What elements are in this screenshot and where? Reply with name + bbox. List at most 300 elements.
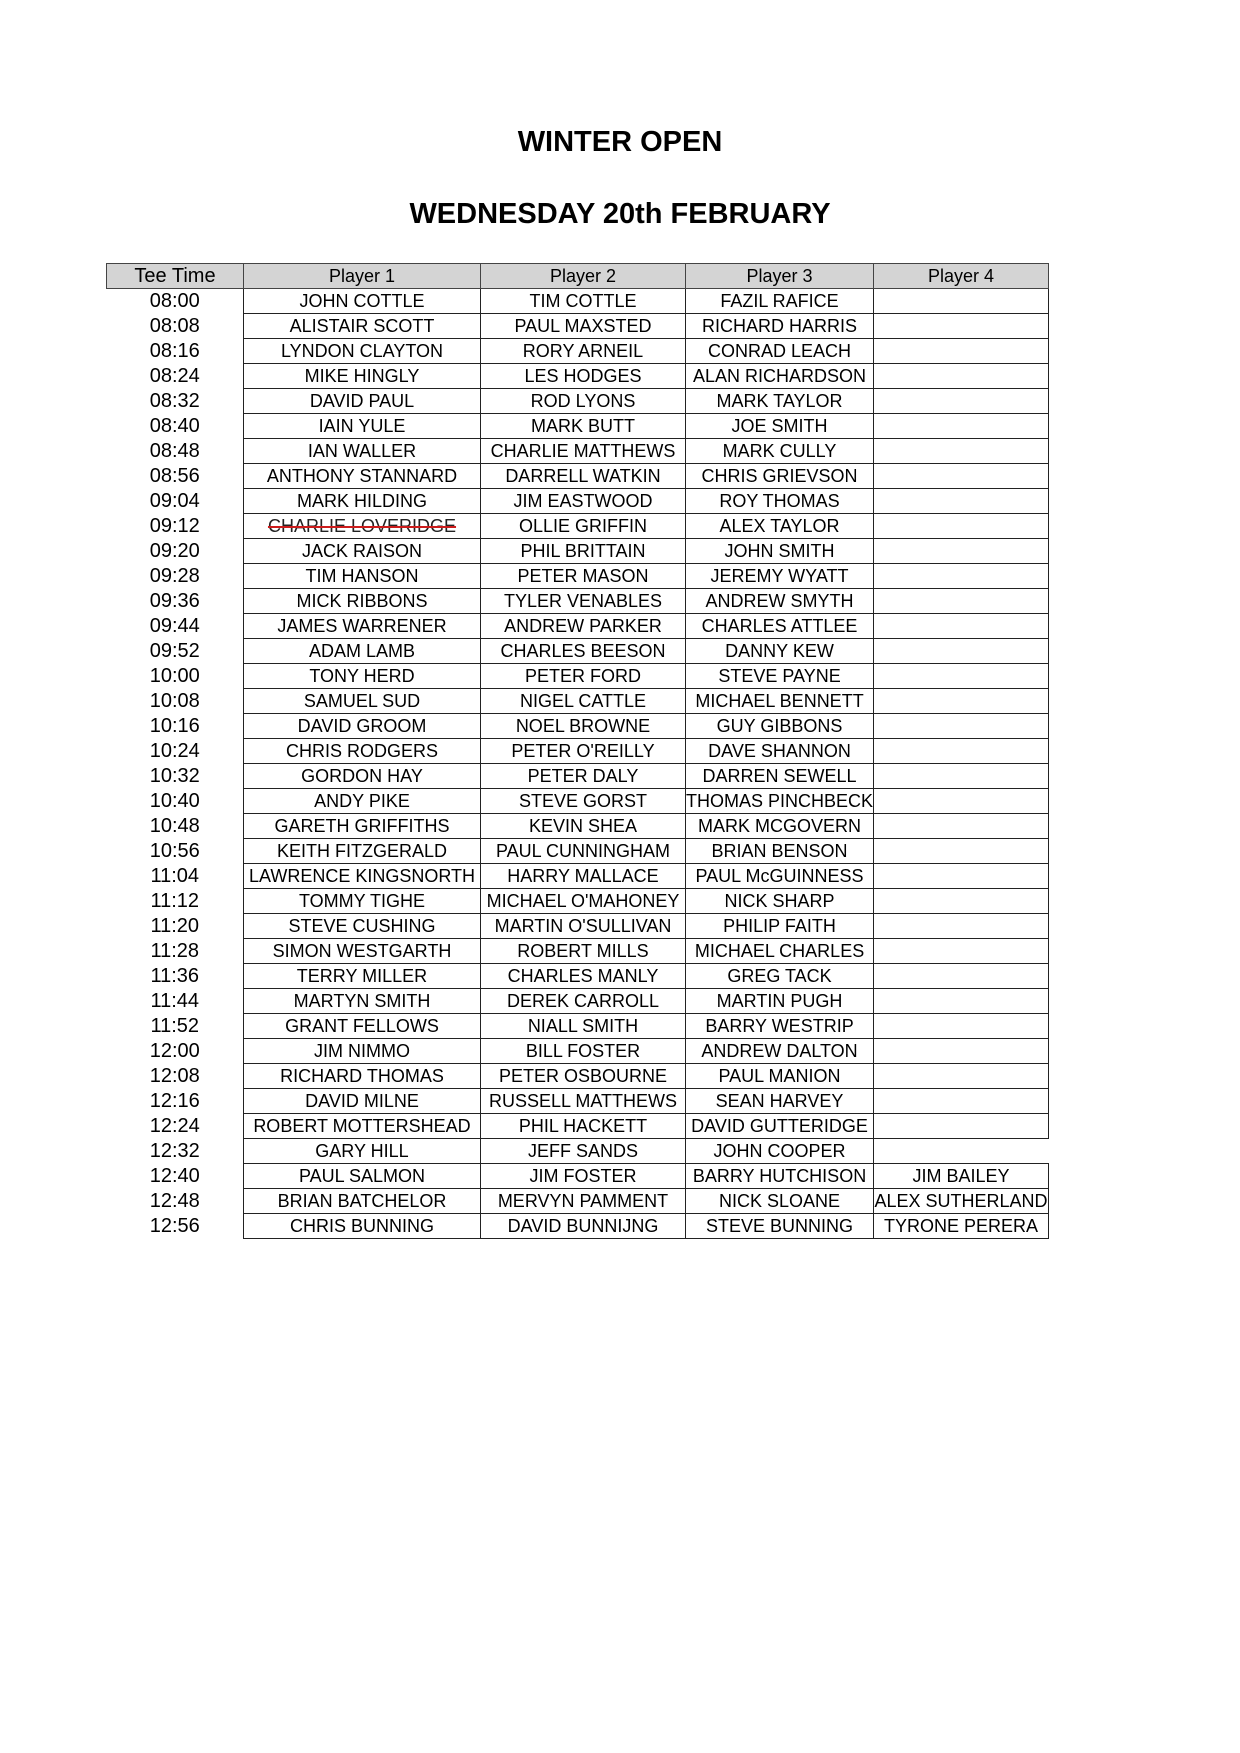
- tee-time-cell: [107, 689, 244, 714]
- player-3-cell-text: DARREN SEWELL: [702, 765, 857, 786]
- player-3-cell-text: GUY GIBBONS: [716, 715, 843, 736]
- tee-time-cell-text: 09:52: [149, 639, 200, 662]
- header-player-1: Player 1: [244, 264, 481, 289]
- player-1-cell: [244, 989, 481, 1014]
- tee-time-cell-text: 08:48: [149, 439, 200, 462]
- player-3-cell-text: ANDREW SMYTH: [705, 590, 854, 611]
- player-1-cell-text: MARK HILDING: [296, 490, 428, 511]
- player-3-cell: [686, 289, 874, 314]
- tee-time-cell: [107, 639, 244, 664]
- player-2-cell-text: BILL FOSTER: [525, 1040, 641, 1061]
- tee-time-cell-text: 09:44: [149, 614, 200, 637]
- player-2-cell: [481, 1164, 686, 1189]
- player-3-cell: [686, 989, 874, 1014]
- player-1-cell-text: GRANT FELLOWS: [285, 1015, 439, 1036]
- table-row: [107, 964, 1049, 989]
- tee-time-cell-text: 10:32: [149, 764, 200, 787]
- player-2-cell: [481, 914, 686, 939]
- table-row: [107, 489, 1049, 514]
- player-2-cell-text: RORY ARNEIL: [522, 340, 644, 361]
- player-2-cell-text: DEREK CARROLL: [506, 990, 660, 1011]
- player-3-cell: [686, 1089, 874, 1114]
- player-3-cell-text: BRIAN BENSON: [711, 840, 848, 861]
- player-3-cell-text: STEVE BUNNING: [706, 1215, 854, 1236]
- player-2-cell: [481, 1064, 686, 1089]
- tee-time-cell: [107, 1039, 244, 1064]
- player-2-cell-text: LES HODGES: [524, 365, 642, 386]
- player-1-cell: [244, 289, 481, 314]
- tee-time-cell-text: 08:56: [149, 464, 200, 487]
- player-4-cell: [874, 1164, 1049, 1189]
- tee-time-cell-text: 09:36: [149, 589, 200, 612]
- player-2-cell: [481, 714, 686, 739]
- page-subtitle: WEDNESDAY 20th FEBRUARY: [409, 198, 831, 230]
- player-2-cell-text: ROBERT MILLS: [517, 940, 649, 961]
- player-1-cell-text: ADAM LAMB: [308, 640, 416, 661]
- player-2-cell: [481, 564, 686, 589]
- tee-time-cell-text: 10:48: [149, 814, 200, 837]
- player-4-cell: [874, 764, 1049, 789]
- player-2-cell-text: PHIL BRITTAIN: [520, 540, 646, 561]
- player-4-cell: [874, 714, 1049, 739]
- player-2-cell: [481, 389, 686, 414]
- player-3-cell-text: MICHAEL CHARLES: [694, 940, 865, 961]
- table-row: [107, 289, 1049, 314]
- player-2-cell: [481, 464, 686, 489]
- player-3-cell: [686, 739, 874, 764]
- player-1-cell-text: CHRIS RODGERS: [285, 740, 438, 761]
- player-1-cell: [244, 339, 481, 364]
- table-row: [107, 814, 1049, 839]
- player-4-cell: [874, 464, 1049, 489]
- player-1-cell: [244, 1089, 481, 1114]
- player-2-cell-text: PETER DALY: [527, 765, 639, 786]
- player-4-cell: [874, 739, 1049, 764]
- table-row: [107, 614, 1049, 639]
- player-2-cell-text: CHARLIE MATTHEWS: [490, 440, 676, 461]
- player-1-cell-text: STEVE CUSHING: [288, 915, 436, 936]
- player-2-cell: [481, 1089, 686, 1114]
- tee-time-cell-text: 08:00: [149, 289, 200, 312]
- player-2-cell-text: TIM COTTLE: [529, 290, 637, 311]
- table-row: [107, 439, 1049, 464]
- player-3-cell-text: DANNY KEW: [725, 640, 834, 661]
- player-4-cell: [874, 964, 1049, 989]
- player-2-cell-text: PETER OSBOURNE: [498, 1065, 668, 1086]
- player-3-cell-text: MARK TAYLOR: [716, 390, 843, 411]
- tee-time-cell: [107, 839, 244, 864]
- player-1-cell-text: JAMES WARRENER: [277, 615, 447, 636]
- player-3-cell-text: CHRIS GRIEVSON: [701, 465, 858, 486]
- tee-time-cell-text: 12:32: [149, 1139, 200, 1162]
- player-4-cell-text: JIM BAILEY: [912, 1165, 1010, 1186]
- player-2-cell-text: HARRY MALLACE: [507, 865, 659, 886]
- player-1-cell: [244, 464, 481, 489]
- player-4-cell: [874, 1114, 1049, 1139]
- tee-time-cell-text: 12:48: [149, 1189, 200, 1212]
- player-1-cell-text: IAN WALLER: [307, 440, 417, 461]
- player-2-cell: [481, 414, 686, 439]
- player-3-cell: [686, 414, 874, 439]
- player-3-cell: [686, 464, 874, 489]
- player-3-cell: [686, 589, 874, 614]
- table-row: [107, 764, 1049, 789]
- tee-time-cell-text: 08:32: [149, 389, 200, 412]
- player-3-cell: [686, 839, 874, 864]
- table-row: [107, 514, 1049, 539]
- player-3-cell: [686, 639, 874, 664]
- player-2-cell: [481, 339, 686, 364]
- player-1-cell: [244, 439, 481, 464]
- tee-time-cell-text: 11:28: [150, 939, 200, 962]
- tee-time-cell: [107, 489, 244, 514]
- player-4-cell: [874, 689, 1049, 714]
- tee-time-cell: [107, 564, 244, 589]
- table-row: [107, 389, 1049, 414]
- tee-time-cell: [107, 514, 244, 539]
- player-1-cell-text: GARY HILL: [315, 1140, 409, 1161]
- player-2-cell: [481, 889, 686, 914]
- player-3-cell-text: STEVE PAYNE: [718, 665, 841, 686]
- player-2-cell: [481, 364, 686, 389]
- player-2-cell-text: ROD LYONS: [530, 390, 636, 411]
- player-2-cell-text: DARRELL WATKIN: [505, 465, 661, 486]
- table-header-row: [107, 264, 1049, 289]
- tee-time-cell: [107, 914, 244, 939]
- tee-time-cell: [107, 1064, 244, 1089]
- player-2-cell-text: JIM EASTWOOD: [513, 490, 653, 511]
- player-1-cell: [244, 1014, 481, 1039]
- player-1-cell-text: TOMMY TIGHE: [298, 890, 426, 911]
- player-1-cell-text: ANDY PIKE: [314, 790, 410, 811]
- player-1-cell: [244, 414, 481, 439]
- player-3-cell-text: ROY THOMAS: [719, 490, 840, 511]
- player-2-cell-text: STEVE GORST: [518, 790, 648, 811]
- player-3-cell: [686, 1039, 874, 1064]
- player-1-cell: [244, 814, 481, 839]
- player-3-cell: [686, 939, 874, 964]
- player-2-cell: [481, 314, 686, 339]
- player-3-cell: [686, 1014, 874, 1039]
- player-4-cell: [874, 364, 1049, 389]
- tee-time-cell-text: 11:12: [150, 889, 200, 912]
- player-3-cell-text: SEAN HARVEY: [715, 1090, 844, 1111]
- player-2-cell: [481, 864, 686, 889]
- tee-time-cell-text: 10:16: [149, 714, 200, 737]
- player-2-cell: [481, 1189, 686, 1214]
- player-3-cell: [686, 864, 874, 889]
- table-row: [107, 839, 1049, 864]
- player-4-cell: [874, 614, 1049, 639]
- player-2-cell-text: MARTIN O'SULLIVAN: [494, 915, 672, 936]
- player-2-cell-text: MERVYN PAMMENT: [497, 1190, 669, 1211]
- player-2-cell: [481, 839, 686, 864]
- player-1-cell-text: DAVID GROOM: [297, 715, 427, 736]
- player-3-cell-text: DAVID GUTTERIDGE: [691, 1115, 868, 1136]
- tee-time-cell: [107, 339, 244, 364]
- tee-time-cell-text: 10:00: [149, 664, 200, 687]
- player-2-cell: [481, 289, 686, 314]
- player-1-cell: [244, 664, 481, 689]
- player-4-cell: [874, 439, 1049, 464]
- player-1-cell-text: MIKE HINGLY: [304, 365, 420, 386]
- table-row: [107, 339, 1049, 364]
- player-4-cell: [874, 839, 1049, 864]
- player-1-cell-text: JOHN COTTLE: [299, 290, 425, 311]
- tee-time-cell-text: 12:00: [149, 1039, 200, 1062]
- tee-time-cell-text: 09:04: [149, 489, 200, 512]
- tee-time-cell-text: 09:12: [149, 514, 200, 537]
- player-1-cell-text: SIMON WESTGARTH: [272, 940, 452, 961]
- player-1-cell: [244, 764, 481, 789]
- player-1-cell-text: GORDON HAY: [301, 765, 423, 786]
- player-1-cell: [244, 314, 481, 339]
- player-2-cell: [481, 539, 686, 564]
- tee-time-cell: [107, 1114, 244, 1139]
- player-2-cell: [481, 664, 686, 689]
- player-4-cell: [874, 289, 1049, 314]
- player-4-cell: [874, 639, 1049, 664]
- tee-time-cell: [107, 439, 244, 464]
- player-4-cell: [874, 914, 1049, 939]
- player-1-cell-text: IAIN YULE: [318, 415, 406, 436]
- player-3-cell-text: PAUL McGUINNESS: [695, 865, 864, 886]
- player-2-cell-text: RUSSELL MATTHEWS: [488, 1090, 678, 1111]
- player-2-cell: [481, 639, 686, 664]
- player-4-cell: [874, 1214, 1049, 1239]
- player-4-cell-text: TYRONE PERERA: [884, 1215, 1039, 1236]
- player-3-cell-text: NICK SHARP: [724, 890, 835, 911]
- table-row: [107, 539, 1049, 564]
- tee-time-cell: [107, 764, 244, 789]
- tee-time-cell-text: 08:24: [149, 364, 200, 387]
- player-2-cell-text: PHIL HACKETT: [518, 1115, 648, 1136]
- player-1-cell-text: ALISTAIR SCOTT: [289, 315, 435, 336]
- table-row: [107, 914, 1049, 939]
- table-row: [107, 564, 1049, 589]
- tee-time-cell: [107, 1089, 244, 1114]
- player-3-cell-text: BARRY WESTRIP: [705, 1015, 854, 1036]
- tee-time-cell-text: 10:08: [149, 689, 200, 712]
- player-4-cell: [874, 1089, 1049, 1114]
- tee-time-cell: [107, 539, 244, 564]
- player-4-cell: [874, 1189, 1049, 1214]
- player-2-cell-text: DAVID BUNNIJNG: [507, 1215, 659, 1236]
- player-1-cell-text: LYNDON CLAYTON: [280, 340, 444, 361]
- player-1-cell: [244, 864, 481, 889]
- player-2-cell-text: PETER FORD: [524, 665, 641, 686]
- player-3-cell: [686, 339, 874, 364]
- player-1-cell: [244, 1139, 481, 1164]
- player-2-cell: [481, 1214, 686, 1239]
- tee-time-cell-text: 08:16: [149, 339, 200, 362]
- tee-time-cell: [107, 1189, 244, 1214]
- table-row: [107, 1089, 1049, 1114]
- player-2-cell-text: JEFF SANDS: [527, 1140, 638, 1161]
- player-2-cell: [481, 939, 686, 964]
- player-1-cell: [244, 739, 481, 764]
- page-title: WINTER OPEN: [517, 126, 723, 158]
- tee-time-table: [106, 263, 1049, 1239]
- table-row: [107, 589, 1049, 614]
- table-row: [107, 1114, 1049, 1139]
- header-player-2: Player 2: [481, 264, 686, 289]
- table-row: [107, 1189, 1049, 1214]
- player-3-cell: [686, 564, 874, 589]
- tee-time-cell-text: 12:56: [149, 1214, 200, 1237]
- player-3-cell-text: MARK CULLY: [722, 440, 837, 461]
- player-3-cell: [686, 964, 874, 989]
- tee-time-cell-text: 12:08: [149, 1064, 200, 1087]
- tee-time-cell-text: 11:04: [150, 864, 200, 887]
- player-4-cell: [874, 864, 1049, 889]
- player-3-cell: [686, 889, 874, 914]
- player-4-cell: [874, 939, 1049, 964]
- player-3-cell-text: GREG TACK: [727, 965, 832, 986]
- player-2-cell: [481, 764, 686, 789]
- tee-time-cell: [107, 589, 244, 614]
- player-3-cell-text: JOHN COOPER: [713, 1140, 846, 1161]
- player-3-cell: [686, 489, 874, 514]
- header-player-4: Player 4: [874, 264, 1049, 289]
- tee-time-cell-text: 10:56: [149, 839, 200, 862]
- table-row: [107, 314, 1049, 339]
- player-1-cell: [244, 789, 481, 814]
- table-row: [107, 1214, 1049, 1239]
- player-3-cell-text: ALEX TAYLOR: [719, 515, 840, 536]
- table-row: [107, 739, 1049, 764]
- player-1-cell-text: GARETH GRIFFITHS: [274, 815, 450, 836]
- player-4-cell: [874, 1014, 1049, 1039]
- player-3-cell-text: ALAN RICHARDSON: [693, 365, 867, 386]
- tee-time-cell: [107, 364, 244, 389]
- player-2-cell-text: KEVIN SHEA: [528, 815, 638, 836]
- player-3-cell-text: NICK SLOANE: [718, 1190, 841, 1211]
- player-1-cell-text: LAWRENCE KINGSNORTH: [248, 865, 476, 886]
- tee-time-cell-text: 10:40: [149, 789, 200, 812]
- player-1-cell: [244, 689, 481, 714]
- player-1-cell-text: SAMUEL SUD: [303, 690, 421, 711]
- table-row: [107, 1164, 1049, 1189]
- player-2-cell-text: PETER MASON: [517, 565, 649, 586]
- tee-time-cell-text: 11:20: [150, 914, 200, 937]
- player-1-cell-text: JACK RAISON: [301, 540, 423, 561]
- player-3-cell-text: FAZIL RAFICE: [720, 290, 839, 311]
- player-1-cell-text: MICK RIBBONS: [296, 590, 428, 611]
- player-2-cell: [481, 1139, 686, 1164]
- player-1-cell-text: BRIAN BATCHELOR: [277, 1190, 447, 1211]
- table-row: [107, 364, 1049, 389]
- player-3-cell-text: DAVE SHANNON: [708, 740, 851, 761]
- player-1-cell-text: ROBERT MOTTERSHEAD: [253, 1115, 471, 1136]
- player-2-cell: [481, 789, 686, 814]
- tee-time-cell-text: 11:44: [150, 989, 200, 1012]
- player-4-cell: [874, 339, 1049, 364]
- player-2-cell-text: NIALL SMITH: [527, 1015, 639, 1036]
- player-1-cell: [244, 914, 481, 939]
- player-1-cell: [244, 964, 481, 989]
- player-3-cell: [686, 1064, 874, 1089]
- table-row: [107, 1014, 1049, 1039]
- player-4-cell-text: ALEX SUTHERLAND: [874, 1190, 1048, 1211]
- player-2-cell: [481, 589, 686, 614]
- player-2-cell: [481, 1014, 686, 1039]
- player-1-cell: [244, 939, 481, 964]
- table-row: [107, 1064, 1049, 1089]
- player-2-cell: [481, 989, 686, 1014]
- tee-time-cell-text: 09:20: [149, 539, 200, 562]
- player-1-cell: [244, 389, 481, 414]
- player-1-cell-text: DAVID PAUL: [309, 390, 415, 411]
- player-3-cell: [686, 764, 874, 789]
- tee-time-cell: [107, 1014, 244, 1039]
- tee-time-cell-text: 10:24: [149, 739, 200, 762]
- player-4-cell: [874, 814, 1049, 839]
- player-4-cell: [874, 589, 1049, 614]
- table-row: [107, 789, 1049, 814]
- player-2-cell: [481, 964, 686, 989]
- tee-time-cell: [107, 664, 244, 689]
- player-1-cell-text: CHRIS BUNNING: [289, 1215, 434, 1236]
- player-2-cell: [481, 1114, 686, 1139]
- table-row: [107, 664, 1049, 689]
- tee-time-cell: [107, 889, 244, 914]
- player-4-cell: [874, 889, 1049, 914]
- player-3-cell: [686, 1139, 874, 1164]
- player-2-cell-text: CHARLES MANLY: [507, 965, 659, 986]
- player-4-cell: [874, 664, 1049, 689]
- player-1-cell: [244, 639, 481, 664]
- tee-time-cell-text: 09:28: [149, 564, 200, 587]
- player-1-cell: [244, 889, 481, 914]
- tee-time-cell: [107, 289, 244, 314]
- player-3-cell: [686, 664, 874, 689]
- tee-time-cell: [107, 314, 244, 339]
- player-3-cell-text: PAUL MANION: [718, 1065, 841, 1086]
- table-row: [107, 1039, 1049, 1064]
- tee-time-cell: [107, 1139, 244, 1164]
- player-1-cell: [244, 514, 481, 539]
- player-1-cell: [244, 1064, 481, 1089]
- player-2-cell-text: ANDREW PARKER: [504, 615, 662, 636]
- tee-time-cell: [107, 739, 244, 764]
- player-2-cell-text: CHARLES BEESON: [500, 640, 666, 661]
- player-4-cell: [874, 789, 1049, 814]
- player-1-cell-text: KEITH FITZGERALD: [276, 840, 447, 861]
- player-4-cell: [874, 389, 1049, 414]
- player-3-cell-text: JOE SMITH: [731, 415, 828, 436]
- player-1-cell: [244, 564, 481, 589]
- player-3-cell: [686, 539, 874, 564]
- tee-time-cell-text: 11:52: [150, 1014, 200, 1037]
- player-3-cell-text: CHARLES ATTLEE: [701, 615, 858, 636]
- tee-time-cell-text: 11:36: [150, 964, 200, 987]
- player-1-cell-text: RICHARD THOMAS: [280, 1065, 444, 1086]
- player-2-cell-text: MARK BUTT: [530, 415, 635, 436]
- player-4-cell: [874, 564, 1049, 589]
- tee-time-cell: [107, 414, 244, 439]
- player-4-cell: [874, 514, 1049, 539]
- player-3-cell-text: MICHAEL BENNETT: [695, 690, 864, 711]
- player-3-cell-text: BARRY HUTCHISON: [692, 1165, 867, 1186]
- player-2-cell: [481, 1039, 686, 1064]
- tee-time-cell-text: 08:08: [149, 314, 200, 337]
- player-3-cell: [686, 814, 874, 839]
- player-1-cell: [244, 1164, 481, 1189]
- player-1-cell-text: ANTHONY STANNARD: [266, 465, 458, 486]
- player-2-cell-text: PETER O'REILLY: [511, 740, 655, 761]
- player-4-cell: [874, 314, 1049, 339]
